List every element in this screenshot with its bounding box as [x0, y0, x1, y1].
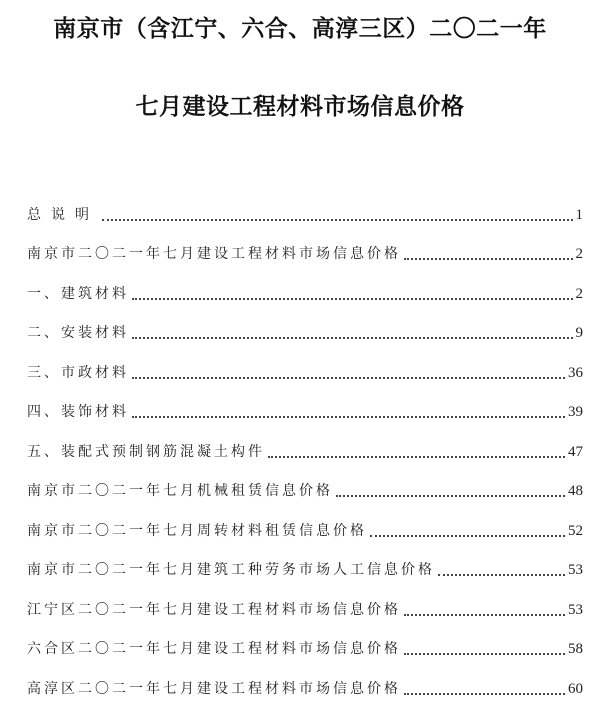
toc-entry-label: 南京市二〇二一年七月建筑工种劳务市场人工信息价格: [27, 562, 435, 578]
document-title-line-2: 七月建设工程材料市场信息价格: [135, 94, 465, 120]
toc-entry-page: 36: [568, 364, 583, 381]
toc-entry-decoration-materials[interactable]: [27, 382, 583, 422]
toc-entry-precast-concrete[interactable]: [27, 421, 583, 461]
toc-entry-installation-materials[interactable]: [27, 303, 583, 343]
toc-entry-general-notes[interactable]: [27, 184, 583, 224]
toc-leader-dots: [404, 639, 565, 655]
toc-entry-label: 三、市政材料: [27, 364, 129, 381]
toc-entry-page: 9: [575, 325, 583, 341]
toc-entry-label: 六合区二〇二一年七月建设工程材料市场信息价格: [27, 641, 401, 657]
toc-entry-page: 58: [568, 641, 583, 657]
toc-leader-dots: [132, 323, 573, 339]
toc-leader-dots: [336, 481, 565, 497]
toc-entry-municipal-materials[interactable]: [27, 342, 583, 382]
toc-entry-label: 四、装饰材料: [27, 404, 129, 420]
toc-entry-page: 53: [568, 601, 583, 618]
toc-entry-turnover-materials-rental[interactable]: [27, 500, 583, 540]
toc-entry-nanjing-materials[interactable]: [27, 224, 583, 264]
toc-entry-label: 五、装配式预制钢筋混凝土构件: [27, 443, 265, 460]
toc-entry-page: 60: [568, 680, 583, 697]
toc-entry-page: 2: [575, 246, 583, 262]
toc-leader-dots: [438, 560, 565, 576]
toc-leader-dots: [132, 363, 565, 379]
toc-leader-dots: [132, 402, 565, 418]
toc-entry-jiangning-materials[interactable]: [27, 579, 583, 619]
toc-entry-label: 二、安装材料: [27, 325, 129, 341]
document-title-line-1: 南京市（含江宁、六合、高淳三区）二〇二一年: [53, 16, 547, 42]
toc-entry-gaochun-materials[interactable]: [27, 658, 583, 698]
toc-entry-page: 48: [568, 483, 583, 499]
toc-leader-dots: [268, 442, 565, 458]
toc-entry-labor-prices[interactable]: [27, 540, 583, 580]
toc-entry-page: 1: [575, 206, 583, 223]
toc-entry-label: 南京市二〇二一年七月机械租赁信息价格: [27, 483, 333, 499]
toc-entry-label: 南京市二〇二一年七月周转材料租赁信息价格: [27, 522, 367, 539]
toc-entry-page: 47: [568, 443, 583, 460]
toc-entry-luhe-materials[interactable]: [27, 619, 583, 659]
toc-leader-dots: [102, 205, 573, 221]
table-of-contents: [27, 184, 583, 698]
toc-entry-label: 南京市二〇二一年七月建设工程材料市场信息价格: [27, 246, 401, 262]
toc-leader-dots: [404, 244, 573, 260]
toc-entry-page: 53: [568, 562, 583, 578]
toc-entry-page: 2: [575, 285, 583, 302]
toc-entry-label: 江宁区二〇二一年七月建设工程材料市场信息价格: [27, 601, 401, 618]
toc-leader-dots: [404, 679, 565, 695]
toc-leader-dots: [404, 600, 565, 616]
toc-entry-machinery-rental[interactable]: [27, 461, 583, 501]
toc-leader-dots: [370, 521, 565, 537]
toc-entry-label: 总说明: [27, 206, 99, 223]
toc-entry-label: 一、建筑材料: [27, 285, 129, 302]
toc-entry-page: 39: [568, 404, 583, 420]
toc-leader-dots: [132, 284, 573, 300]
toc-entry-label: 高淳区二〇二一年七月建设工程材料市场信息价格: [27, 680, 401, 697]
toc-entry-building-materials[interactable]: [27, 263, 583, 303]
toc-entry-page: 52: [568, 522, 583, 539]
